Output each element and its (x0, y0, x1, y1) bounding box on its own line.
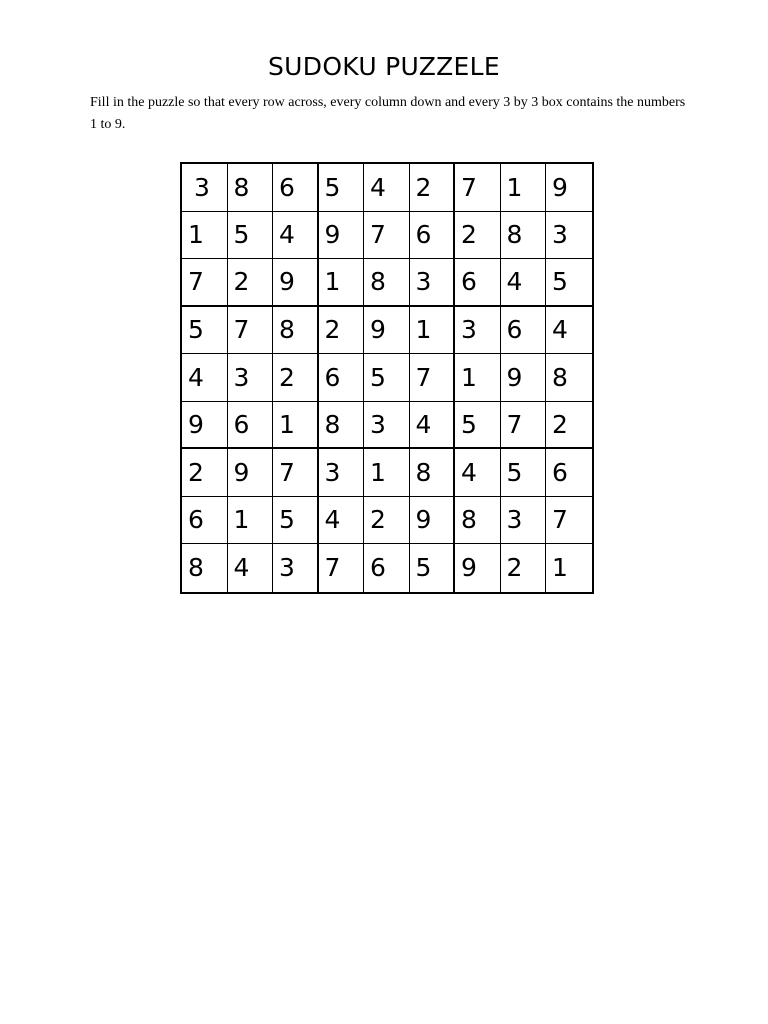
sudoku-cell: 3 (319, 449, 365, 497)
sudoku-cell: 8 (364, 259, 410, 307)
sudoku-cell: 5 (273, 497, 319, 545)
sudoku-cell: 1 (455, 354, 501, 402)
sudoku-cell: 4 (273, 212, 319, 260)
sudoku-cell: 4 (364, 164, 410, 212)
sudoku-cell: 4 (410, 402, 456, 450)
instructions-text: Fill in the puzzle so that every row across, every column down and every 3 by 3 box contains the numbers 1 to 9. (90, 95, 686, 132)
sudoku-cell: 3 (364, 402, 410, 450)
sudoku-cell: 6 (546, 449, 592, 497)
sudoku-cell: 3 (228, 354, 274, 402)
sudoku-cell: 4 (546, 307, 592, 355)
sudoku-cell: 6 (410, 212, 456, 260)
sudoku-cell: 6 (455, 259, 501, 307)
sudoku-cell: 7 (364, 212, 410, 260)
sudoku-cell: 5 (546, 259, 592, 307)
sudoku-cell: 7 (182, 259, 228, 307)
sudoku-cell: 8 (546, 354, 592, 402)
sudoku-cell: 3 (455, 307, 501, 355)
sudoku-cell: 9 (273, 259, 319, 307)
sudoku-cell: 8 (501, 212, 547, 260)
sudoku-cell: 5 (182, 307, 228, 355)
sudoku-cell: 8 (228, 164, 274, 212)
sudoku-cell: 3 (501, 497, 547, 545)
sudoku-cell: 4 (455, 449, 501, 497)
page-title: SUDOKU PUZZELE (268, 52, 500, 81)
sudoku-cell: 7 (273, 449, 319, 497)
sudoku-cell: 1 (501, 164, 547, 212)
sudoku-cell: 7 (455, 164, 501, 212)
sudoku-cell: 2 (228, 259, 274, 307)
sudoku-cell: 3 (546, 212, 592, 260)
sudoku-cell: 6 (319, 354, 365, 402)
sudoku-cell: 6 (228, 402, 274, 450)
sudoku-cell: 7 (228, 307, 274, 355)
sudoku-cell: 6 (182, 497, 228, 545)
sudoku-cell: 1 (273, 402, 319, 450)
sudoku-cell: 7 (546, 497, 592, 545)
sudoku-cell: 7 (319, 544, 365, 592)
sudoku-cell: 9 (501, 354, 547, 402)
sudoku-cell: 1 (552, 553, 568, 583)
sudoku-cell: 4 (501, 259, 547, 307)
sudoku-cell: 3 (410, 259, 456, 307)
sudoku-cell: 6 (273, 164, 319, 212)
sudoku-cell: 1 (364, 449, 410, 497)
sudoku-cell: 6 (364, 544, 410, 592)
sudoku-cell: 9 (546, 164, 592, 212)
sudoku-cell: 1 (410, 307, 456, 355)
sudoku-cell: 9 (455, 544, 501, 592)
sudoku-cell: 9 (319, 212, 365, 260)
sudoku-cell: 5 (364, 354, 410, 402)
sudoku-cell: 5 (319, 164, 365, 212)
sudoku-cell: 3 (182, 164, 228, 212)
sudoku-cell: 2 (319, 307, 365, 355)
sudoku-cell: 8 (455, 497, 501, 545)
sudoku-cell: 2 (182, 449, 228, 497)
sudoku-cell: 5 (501, 449, 547, 497)
sudoku-cell: 9 (364, 307, 410, 355)
sudoku-cell: 7 (410, 354, 456, 402)
sudoku-cell: 2 (364, 497, 410, 545)
sudoku-cell: 2 (501, 544, 547, 592)
sudoku-cell: 1 (228, 497, 274, 545)
sudoku-cell: 5 (410, 544, 456, 592)
sudoku-cell: 4 (182, 354, 228, 402)
sudoku-cell: 6 (501, 307, 547, 355)
sudoku-cell: 7 (501, 402, 547, 450)
sudoku-cell: 5 (455, 402, 501, 450)
sudoku-cell: 5 (228, 212, 274, 260)
sudoku-cell: 3 (273, 544, 319, 592)
sudoku-cell: 2 (273, 354, 319, 402)
sudoku-cell: 2 (546, 402, 592, 450)
sudoku-cell: 8 (319, 402, 365, 450)
sudoku-cell: 8 (410, 449, 456, 497)
sudoku-cell: 1 (182, 212, 228, 260)
sudoku-cell: 9 (182, 402, 228, 450)
sudoku-cell: 8 (273, 307, 319, 355)
sudoku-cell: 2 (455, 212, 501, 260)
sudoku-cell: 4 (319, 497, 365, 545)
sudoku-cell: 2 (410, 164, 456, 212)
sudoku-cell: 9 (410, 497, 456, 545)
sudoku-cell: 1 (319, 259, 365, 307)
sudoku-cell: 4 (228, 544, 274, 592)
sudoku-cell: 9 (228, 449, 274, 497)
sudoku-grid (180, 162, 594, 594)
sudoku-cell: 8 (182, 544, 228, 592)
